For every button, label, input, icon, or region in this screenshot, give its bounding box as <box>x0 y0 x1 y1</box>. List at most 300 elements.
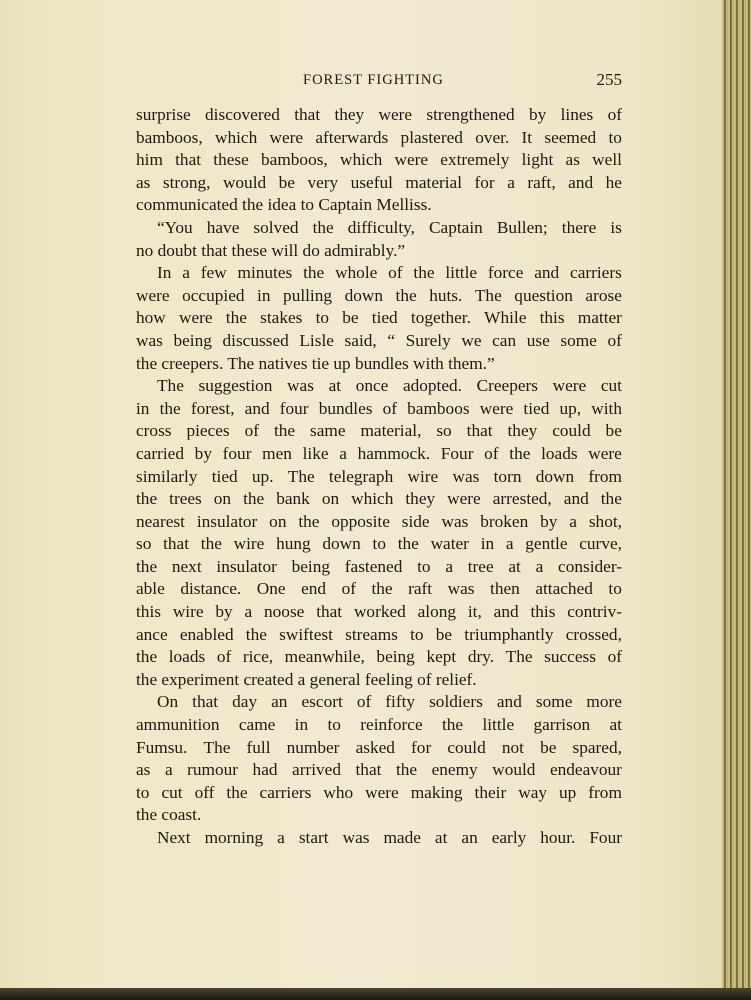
word: the <box>395 760 418 780</box>
word: torn <box>493 466 522 486</box>
word: next <box>171 556 202 576</box>
word: the <box>397 534 419 554</box>
word: which <box>351 489 394 509</box>
word: in <box>480 534 495 554</box>
word: of <box>607 105 622 124</box>
word: able <box>136 579 165 599</box>
word: that <box>163 534 190 554</box>
text-line <box>136 578 622 601</box>
word: full <box>246 737 271 757</box>
text-line <box>136 624 622 647</box>
word: that <box>355 760 382 780</box>
word: they <box>334 105 365 124</box>
word: few <box>200 263 227 283</box>
text-line <box>136 240 622 263</box>
word: carriers <box>570 263 622 283</box>
text-line <box>136 353 622 376</box>
text-line <box>136 511 622 534</box>
word: by <box>194 443 212 463</box>
word: these <box>213 150 249 170</box>
word: he <box>605 172 622 192</box>
word: this <box>136 602 161 622</box>
word: the <box>200 534 222 554</box>
word: contriv- <box>567 602 622 622</box>
word: made <box>383 828 421 847</box>
word: spared, <box>572 737 622 757</box>
word: arose <box>585 285 622 305</box>
word: tied <box>523 398 550 418</box>
word: of <box>388 263 403 283</box>
word: question <box>514 285 573 305</box>
text-line <box>136 782 622 805</box>
word: surprise <box>136 105 191 124</box>
word: soldiers <box>429 692 483 712</box>
word: plastered <box>400 127 463 147</box>
text-line <box>136 217 622 240</box>
word: an <box>271 692 288 712</box>
word: raft <box>408 579 433 599</box>
word: that <box>192 692 219 712</box>
word: of <box>356 692 372 712</box>
word: in <box>294 715 309 735</box>
word: a <box>507 172 515 192</box>
word: reinforce <box>360 715 423 735</box>
word: nearest <box>136 511 185 531</box>
word: a <box>505 534 514 554</box>
word: how <box>136 308 166 328</box>
word: with <box>591 398 622 418</box>
word: from <box>588 466 622 486</box>
text-line <box>136 420 622 443</box>
word: to <box>372 534 386 554</box>
word: the <box>136 647 158 667</box>
word: the <box>226 782 248 802</box>
word: the coast. <box>136 805 202 825</box>
word: attached <box>535 579 593 599</box>
word: cut <box>161 782 183 802</box>
word: was <box>287 376 314 396</box>
word: little <box>482 715 515 735</box>
word: to <box>327 715 341 735</box>
word: were <box>394 150 429 170</box>
word: side <box>401 511 430 531</box>
word: loads <box>541 443 578 463</box>
word: the <box>225 308 247 328</box>
word: discussed <box>222 330 289 350</box>
word: strengthened <box>426 105 515 124</box>
word: by <box>215 602 233 622</box>
word: day <box>232 692 258 712</box>
word: the <box>273 421 296 441</box>
word: endeavour <box>549 760 622 780</box>
word: were <box>136 285 170 305</box>
word: we <box>461 330 482 350</box>
text-line <box>136 804 622 827</box>
word: as <box>136 760 151 780</box>
word: way <box>518 782 548 802</box>
word: their <box>474 782 507 802</box>
word: Four <box>589 828 622 847</box>
word: being <box>291 556 331 576</box>
word: strong, <box>162 172 211 192</box>
word: The <box>157 376 184 396</box>
word: the <box>413 263 435 283</box>
word: Surely <box>405 330 451 350</box>
running-head: FOREST FIGHTING <box>303 72 444 88</box>
word: men <box>262 443 292 463</box>
text-line <box>136 488 622 511</box>
word: four <box>222 443 252 463</box>
text-line <box>136 443 622 466</box>
word: had <box>252 760 278 780</box>
word: at <box>328 376 342 396</box>
text-line <box>136 691 622 714</box>
word: discovered <box>205 105 280 124</box>
word: hung <box>276 534 311 554</box>
word: the <box>600 489 622 509</box>
text-line <box>136 375 622 398</box>
word: not <box>501 737 524 757</box>
word: seemed <box>544 127 597 147</box>
text-line <box>136 669 622 692</box>
word: be <box>278 172 295 192</box>
word: adopted. <box>402 376 462 396</box>
word: down <box>535 466 575 486</box>
word: said, <box>344 330 377 350</box>
word: were <box>479 398 514 418</box>
word: escort <box>301 692 343 712</box>
word: The <box>203 737 231 757</box>
word: extremely <box>440 150 510 170</box>
word: matter <box>577 308 622 328</box>
word: to <box>608 579 622 599</box>
word: on <box>213 489 232 509</box>
word: an <box>461 828 478 847</box>
word: a <box>339 443 347 463</box>
word: were <box>365 782 399 802</box>
word: insulator <box>196 511 258 531</box>
word: and <box>244 398 270 418</box>
word: stakes <box>260 308 303 328</box>
word: this <box>539 308 565 328</box>
word: that <box>316 602 343 622</box>
word: kept <box>426 647 457 667</box>
word: Creepers <box>476 376 539 396</box>
word: forest, <box>190 398 235 418</box>
text-line <box>136 127 622 150</box>
text-line <box>136 398 622 421</box>
word: similarly <box>136 466 198 486</box>
word: force <box>487 263 524 283</box>
word: be <box>342 308 359 328</box>
word: at <box>508 556 521 576</box>
word: fifty <box>385 692 416 712</box>
word: were <box>178 308 213 328</box>
word: trees <box>169 489 202 509</box>
word: it, <box>467 602 482 622</box>
word: bank <box>276 489 310 509</box>
word: could <box>447 737 486 757</box>
text-line <box>136 533 622 556</box>
word: Lisle <box>299 330 334 350</box>
word: is <box>610 217 622 237</box>
word: to <box>608 127 622 147</box>
word: One <box>256 579 286 599</box>
word: in <box>257 285 271 305</box>
word: down <box>344 285 383 305</box>
word: the <box>159 398 181 418</box>
word: use <box>526 330 550 350</box>
word: ance <box>136 624 168 644</box>
word: the <box>136 489 158 509</box>
word: lines <box>560 105 594 124</box>
word: Fumsu. <box>136 737 188 757</box>
word: swiftest <box>279 624 333 644</box>
text-line <box>136 172 622 195</box>
word: was <box>452 466 480 486</box>
word: meanwhile, <box>284 647 365 667</box>
word: to <box>136 782 150 802</box>
word: It <box>521 127 533 147</box>
word: the <box>243 489 265 509</box>
word: water <box>430 534 469 554</box>
word: light <box>521 150 554 170</box>
word: which <box>215 127 258 147</box>
word: tied <box>211 466 238 486</box>
word: some <box>560 330 597 350</box>
word: which <box>340 150 383 170</box>
word: a <box>182 263 190 283</box>
word: cut <box>600 376 622 396</box>
word: to <box>410 624 424 644</box>
word: a <box>535 556 544 576</box>
word: off <box>194 782 215 802</box>
word: pulling <box>283 285 333 305</box>
word: to <box>417 556 431 576</box>
word: as <box>136 172 151 192</box>
word: can <box>492 330 517 350</box>
word: worked <box>353 602 406 622</box>
text-line <box>136 262 622 285</box>
word: was <box>136 330 163 350</box>
text-line <box>136 646 622 669</box>
word: little <box>445 263 478 283</box>
word: from <box>588 782 622 802</box>
word: together. <box>410 308 471 328</box>
word: whole <box>335 263 378 283</box>
word: Captain <box>429 217 483 237</box>
word: up, <box>559 398 582 418</box>
word: rice, <box>242 647 274 667</box>
word: enemy <box>431 760 478 780</box>
word: and <box>568 172 594 192</box>
word: In <box>157 263 172 283</box>
word: making <box>410 782 463 802</box>
word: of <box>341 579 356 599</box>
word: the <box>136 556 158 576</box>
word: and <box>496 692 522 712</box>
word: four <box>279 398 309 418</box>
text-line <box>136 330 622 353</box>
word: afterwards <box>315 127 389 147</box>
word: consider- <box>558 556 622 576</box>
word: the <box>371 579 393 599</box>
word: at <box>434 828 448 847</box>
word: along <box>417 602 457 622</box>
word: they <box>405 489 436 509</box>
word: on <box>321 489 340 509</box>
word: arrived <box>292 760 341 780</box>
text-line <box>136 827 622 850</box>
word: over. <box>475 127 510 147</box>
word: arrested, <box>492 489 552 509</box>
word: for <box>474 172 495 192</box>
word: end <box>301 579 327 599</box>
word: bamboos <box>407 398 470 418</box>
word: could <box>552 421 591 441</box>
word: Next <box>157 828 191 847</box>
word: up. <box>251 466 274 486</box>
word: no doubt that these will do admirably.” <box>136 240 406 260</box>
word: to <box>315 308 330 328</box>
word: streams <box>345 624 398 644</box>
word: of <box>244 421 259 441</box>
word: shot, <box>588 511 622 531</box>
word: by <box>540 511 558 531</box>
word: tied <box>371 308 398 328</box>
word: and <box>493 602 519 622</box>
word: ammunition <box>136 715 220 735</box>
word: the <box>395 285 417 305</box>
word: by <box>529 105 547 124</box>
word: were <box>588 443 622 463</box>
word: The <box>505 647 533 667</box>
word: useful <box>350 172 393 192</box>
word: the experiment created a general feeling of relief. <box>136 669 477 689</box>
word: bundles <box>318 398 373 418</box>
word: once <box>355 376 389 396</box>
word: wire <box>233 534 265 554</box>
word: hour. <box>540 828 576 847</box>
word: start <box>298 828 329 847</box>
word: so <box>136 534 152 554</box>
text-line <box>136 194 622 217</box>
word: number <box>286 737 340 757</box>
word: wire <box>172 602 204 622</box>
word: were <box>447 489 481 509</box>
word: a <box>277 828 285 847</box>
word: huts. <box>429 285 463 305</box>
text-line <box>136 601 622 624</box>
text-line <box>136 737 622 760</box>
word: up <box>559 782 577 802</box>
word: bamboos, <box>261 150 328 170</box>
word: would <box>222 172 267 192</box>
word: of <box>484 443 499 463</box>
word: rumour <box>187 760 239 780</box>
word: bamboos, <box>136 127 203 147</box>
word: a <box>164 760 173 780</box>
text-line <box>136 714 622 737</box>
word: the creepers. The natives tie up bundles with them.” <box>136 353 495 373</box>
word: solved <box>253 217 299 237</box>
word: loads <box>168 647 206 667</box>
text-line <box>136 149 622 172</box>
word: more <box>586 692 622 712</box>
text-line <box>136 759 622 782</box>
word: While <box>484 308 527 328</box>
word: that <box>175 150 202 170</box>
word: as <box>565 150 580 170</box>
word: insulator <box>216 556 277 576</box>
word: minutes <box>237 263 293 283</box>
word: like <box>302 443 329 463</box>
word: carriers <box>259 782 312 802</box>
word: same <box>310 421 346 441</box>
word: the <box>312 217 334 237</box>
word: cross <box>136 421 172 441</box>
word: there <box>561 217 597 237</box>
word: were <box>269 127 304 147</box>
word: telegraph <box>328 466 394 486</box>
word: morning <box>204 828 264 847</box>
word: being <box>376 647 415 667</box>
word: and <box>534 263 560 283</box>
word: material <box>405 172 463 192</box>
word: Bullen; <box>496 217 548 237</box>
word: this <box>530 602 556 622</box>
word: the <box>441 715 464 735</box>
word: early <box>491 828 527 847</box>
word: enabled <box>179 624 234 644</box>
word: asked <box>355 737 395 757</box>
word: well <box>592 150 622 170</box>
word: a <box>244 602 253 622</box>
text-line <box>136 104 622 127</box>
word: curve, <box>579 534 622 554</box>
word: the <box>298 511 320 531</box>
word: broken <box>480 511 529 531</box>
text-line <box>136 466 622 489</box>
word: noose <box>264 602 305 622</box>
word: have <box>206 217 240 237</box>
word: who <box>323 782 354 802</box>
word: the <box>303 263 325 283</box>
word: crossed, <box>565 624 622 644</box>
word: came <box>238 715 276 735</box>
text-line <box>136 307 622 330</box>
word: occupied <box>182 285 245 305</box>
word: dry. <box>467 647 495 667</box>
word: difficulty, <box>347 217 415 237</box>
word: they <box>507 421 538 441</box>
word: that <box>294 105 321 124</box>
word: communicated the idea to Captain Melliss. <box>136 195 432 215</box>
word: then <box>490 579 520 599</box>
word: distance. <box>180 579 242 599</box>
page-header <box>138 70 622 94</box>
word: be <box>435 624 453 644</box>
word: raft, <box>527 172 556 192</box>
word: was <box>342 828 370 847</box>
word: of <box>607 330 622 350</box>
word: hammock. <box>357 443 431 463</box>
word: down <box>322 534 361 554</box>
word: would <box>492 760 536 780</box>
word: some <box>535 692 573 712</box>
word: suggestion <box>198 376 273 396</box>
word: of <box>382 398 398 418</box>
